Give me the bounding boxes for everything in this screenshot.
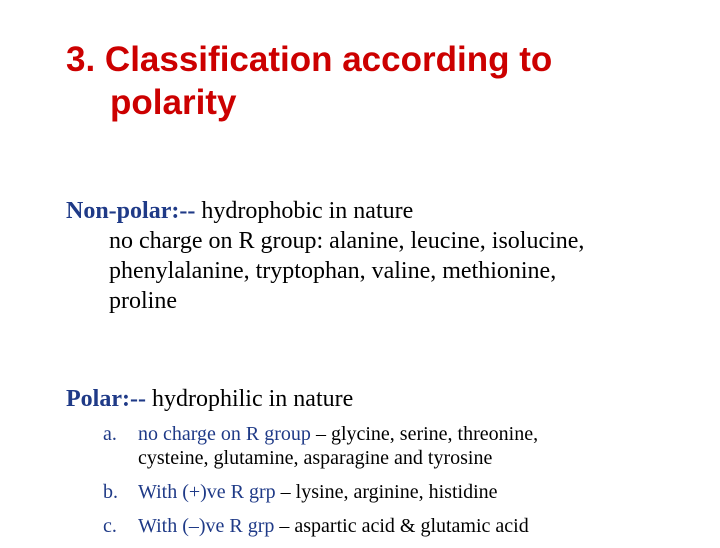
list-item — [66, 422, 706, 470]
list-item-rest: – glycine, serine, threonine, — [310, 423, 539, 445]
title-line-1: 3. Classification according to — [66, 40, 553, 79]
list-item-cont: cysteine, glutamine, asparagine and tyrosine — [138, 447, 493, 469]
list-item-lead: With (+)ve R grp — [138, 481, 276, 503]
nonpolar-line: phenylalanine, tryptophan, valine, methionine, — [109, 258, 557, 284]
nonpolar-line: proline — [109, 288, 177, 314]
list-item-lead: With (–)ve R grp — [138, 515, 275, 537]
list-item — [66, 514, 706, 538]
polar-list — [66, 422, 706, 538]
polar-heading — [66, 384, 706, 414]
polar-section — [66, 384, 706, 548]
nonpolar-label: Non-polar:-- — [66, 198, 196, 224]
list-item — [66, 480, 706, 504]
list-marker: c. — [103, 515, 117, 537]
slide-title — [66, 38, 686, 124]
list-marker: b. — [103, 481, 118, 503]
polar-label: Polar:-- — [66, 386, 146, 412]
list-marker: a. — [103, 423, 117, 445]
nonpolar-body — [66, 226, 706, 316]
title-line-2: polarity — [110, 83, 237, 122]
polar-desc: hydrophilic in nature — [145, 386, 354, 412]
nonpolar-section — [66, 196, 706, 316]
nonpolar-line: no charge on R group: alanine, leucine, isolucine, — [109, 228, 585, 254]
nonpolar-desc: hydrophobic in nature — [195, 198, 414, 224]
list-item-rest: – aspartic acid & glutamic acid — [274, 515, 529, 537]
nonpolar-heading — [66, 196, 706, 226]
list-item-lead: no charge on R group — [138, 423, 311, 445]
list-item-rest: – lysine, arginine, histidine — [275, 481, 498, 503]
